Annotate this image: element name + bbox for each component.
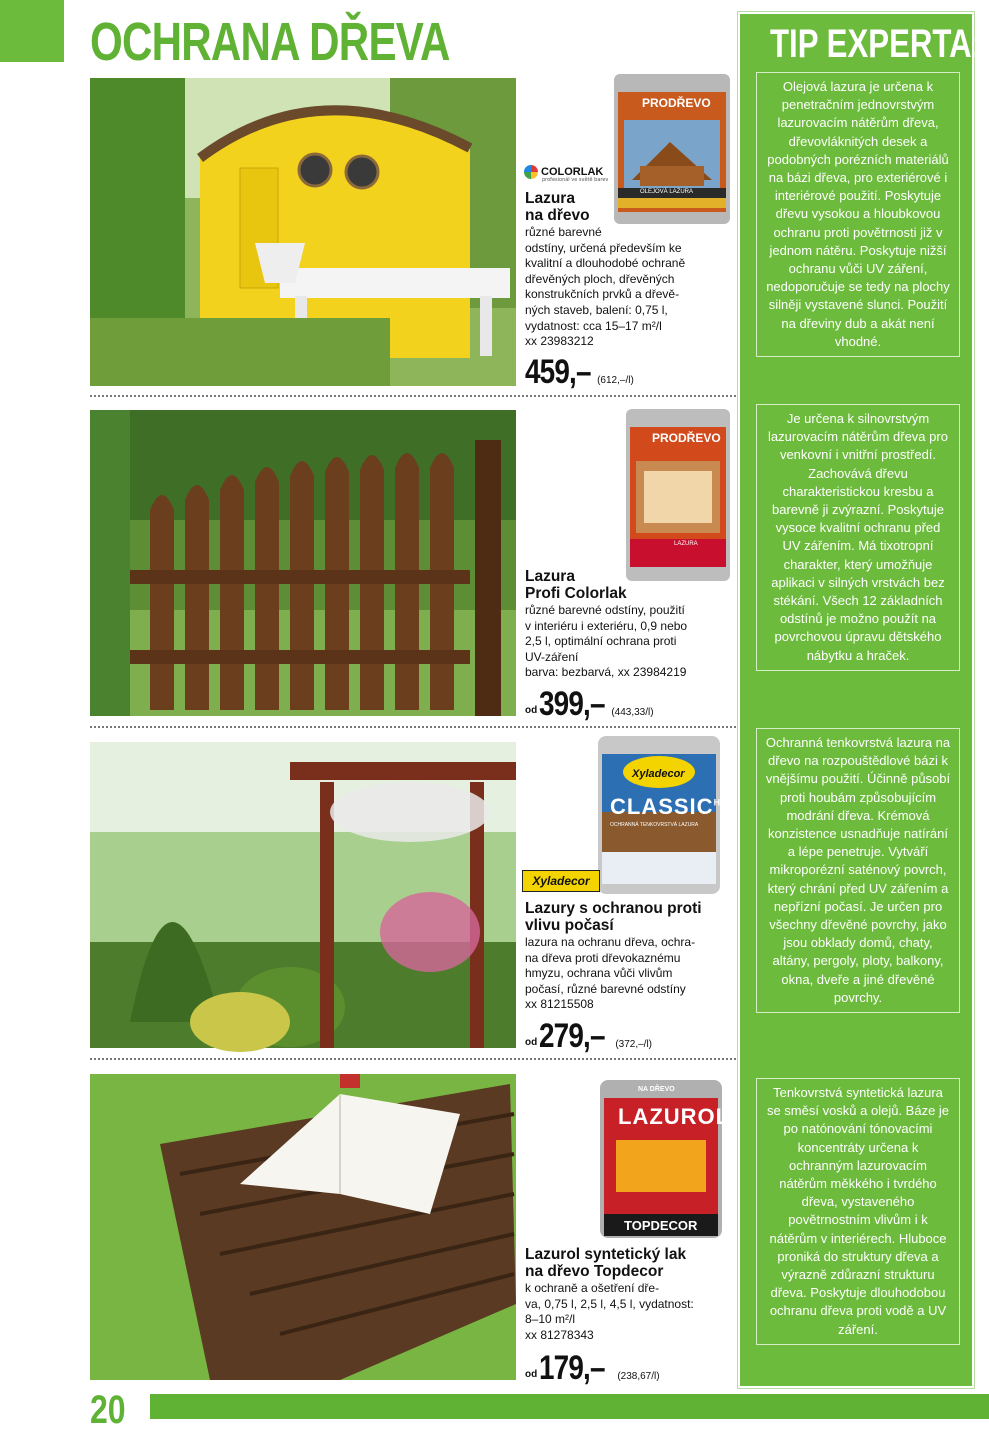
product-3-price-value: 279,– bbox=[539, 1017, 605, 1055]
product-4-price-prefix: od bbox=[525, 1369, 538, 1380]
can2-brand: PRODŘEVO bbox=[652, 431, 721, 445]
product-4-name: Lazurol syntetický lak na dřevo Topdecor bbox=[525, 1246, 687, 1280]
product-2-unit-price: (443,33/l) bbox=[611, 707, 654, 718]
can2-line: LAZURA bbox=[674, 541, 698, 547]
product-3-name: Lazury s ochranou proti vlivu počasí bbox=[525, 900, 702, 934]
can1-line: OLEJOVÁ LAZURA bbox=[640, 189, 694, 195]
separator-3 bbox=[90, 1058, 736, 1060]
page-number: 20 bbox=[90, 1388, 126, 1432]
product-3-price bbox=[525, 1017, 652, 1055]
brand-logo-xyladecor bbox=[522, 870, 600, 892]
product-2-price-prefix: od bbox=[525, 705, 538, 716]
garden-house-illustration bbox=[90, 78, 516, 386]
separator-2 bbox=[90, 726, 736, 728]
product-3-price-prefix: od bbox=[525, 1037, 538, 1048]
xyladecor-logo-text: Xyladecor bbox=[532, 874, 590, 888]
can4-line: TOPDECOR bbox=[624, 1218, 698, 1233]
expert-tips-title: TIP EXPERTA: bbox=[770, 22, 983, 66]
product-1-name: Lazura na dřevo bbox=[525, 190, 590, 224]
product-4-price-value: 179,– bbox=[539, 1349, 605, 1387]
product-2-price bbox=[525, 685, 654, 723]
pergola-garden-illustration bbox=[90, 742, 516, 1048]
product-4-unit-price: (238,67/l) bbox=[617, 1371, 660, 1382]
expert-tip-1: Olejová lazura je určena k penetračním jednovrstvým lazurovacím nátěrům dřeva, dřevovláknitých desek a podobných porézních materiálů na bázi dřeva, pro exteriérové i interiérové použití. Poskytuje dřevu vysokou a hloubkovou ochranu proti povětrnosti již v jednom nátěru. Poskytuje nižší ochranu vůči UV záření, nedoporučuje se tedy na plochy silněji vystavené slunci. Použití na dřeviny dub a akát není vhodné. bbox=[756, 72, 960, 357]
product-2-name: Lazura Profi Colorlak bbox=[525, 568, 627, 602]
product-4-description: k ochraně a ošetření dře- va, 0,75 l, 2,5 l, 4,5 l, vydatnost: 8–10 m²/l xx 81278343 bbox=[525, 1281, 694, 1342]
product-1-info bbox=[525, 190, 735, 350]
product-2-price-value: 399,– bbox=[539, 685, 605, 723]
can3-line-sup: HP bbox=[713, 797, 729, 808]
can3-line bbox=[610, 794, 728, 820]
wooden-fence-illustration bbox=[90, 410, 516, 716]
can3-line-text: CLASSIC bbox=[610, 794, 714, 819]
photo-wooden-fence bbox=[90, 410, 516, 716]
product-1-unit-price: (612,–/l) bbox=[597, 375, 634, 386]
product-can-xyladecor-classic bbox=[594, 732, 729, 898]
product-3-description: lazura na ochranu dřeva, ochra- na dřeva proti dřevokaznému hmyzu, ochrana vůči vlivům počasí, různé barevné odstíny xx 81215508 bbox=[525, 935, 696, 1012]
can3-brand: Xyladecor bbox=[632, 768, 685, 780]
product-1-price bbox=[525, 353, 634, 391]
can1-brand: PRODŘEVO bbox=[642, 96, 711, 110]
product-3-info bbox=[525, 900, 735, 1013]
footer-green-bar bbox=[150, 1394, 989, 1419]
can4-top-label: NA DŘEVO bbox=[638, 1086, 675, 1093]
photo-garden-house bbox=[90, 78, 516, 386]
expert-tip-3: Ochranná tenkovrstvá lazura na dřevo na rozpouštědlové bázi k vnějšímu použití. Účinně působí proti houbám způsobujícím modrání dřeva. Krémová konzistence usnadňuje natírání a lépe penetruje. Vytváří mikroporézní saténový povrch, který chrání před UV zářením a nepřízní počasí. Je určen pro všechny dřevěné povrchy, jako jsou obklady domů, chaty, altány, pergoly, ploty, balkony, okna, dveře a jiné dřevěné povrchy. bbox=[756, 728, 960, 1013]
product-2-info bbox=[525, 568, 735, 681]
product-4-info bbox=[525, 1246, 735, 1343]
colorlak-logo-text: COLORLAK bbox=[541, 166, 604, 178]
photo-garden-bench bbox=[90, 1074, 516, 1380]
product-2-description: různé barevné odstíny, použití v interiéru i exteriéru, 0,9 nebo 2,5 l, optimální ochrana proti UV-záření barva: bezbarvá, xx 23984219 bbox=[525, 603, 688, 680]
photo-pergola-garden bbox=[90, 742, 516, 1048]
product-can-profi-stain bbox=[622, 405, 734, 585]
product-3-unit-price: (372,–/l) bbox=[615, 1039, 652, 1050]
expert-tip-2: Je určena k silnovrstvým lazurovacím nátěrům dřeva pro venkovní i vnitřní prostředí. Zachovává dřevu charakteristickou kresbu a barevně ji zvýrazní. Poskytuje vysoce kvalitní ochranu před UV zářením. Má tixotropní charakter, který umožňuje aplikaci v silných vrstvách bez stékání. Všech 12 základních odstínů je možno použít na povrchovou úpravu dětského nábytku a hraček. bbox=[756, 404, 960, 671]
can3-subline: OCHRANNÁ TENKOVRSTVÁ LAZURA bbox=[610, 822, 699, 828]
product-4-price bbox=[525, 1349, 660, 1387]
colorlak-logo-icon bbox=[524, 165, 538, 179]
separator-1 bbox=[90, 395, 736, 397]
brand-logo-colorlak bbox=[524, 158, 609, 186]
page-title: OCHRANA DŘEVA bbox=[90, 12, 450, 72]
can4-brand: LAZUROL bbox=[618, 1104, 731, 1129]
product-1-description: různé barevné odstíny, určená především ke kvalitní a dlouhodobé ochraně dřevěných ploch, dřevěných konstrukčních prvků a dřevě- ných staveb, balení: 0,75 l, vydatnost: cca 15–17 m²/l xx 23983212 bbox=[525, 225, 686, 349]
header-green-tab bbox=[0, 0, 64, 62]
colorlak-logo-tagline: profesionál ve světě barev bbox=[542, 177, 609, 183]
product-1-price-value: 459,– bbox=[525, 353, 591, 391]
expert-tip-4: Tenkovrstvá syntetická lazura se směsí vosků a olejů. Báze je po natónování tónovacími koncentráty určena k ochranným lazurovacím nátěrům měkkého i tvrdého dřeva, vystaveného povětrnostním vlivům i k nátěrům v interiérech. Hluboce proniká do struktury dřeva a výrazně zdůrazní strukturu dřeva. Poskytuje dlouhodobou ochranu dřeva proti vodě a UV záření. bbox=[756, 1078, 960, 1345]
garden-bench-illustration bbox=[90, 1074, 516, 1380]
product-can-lazurol-topdecor bbox=[596, 1076, 731, 1242]
